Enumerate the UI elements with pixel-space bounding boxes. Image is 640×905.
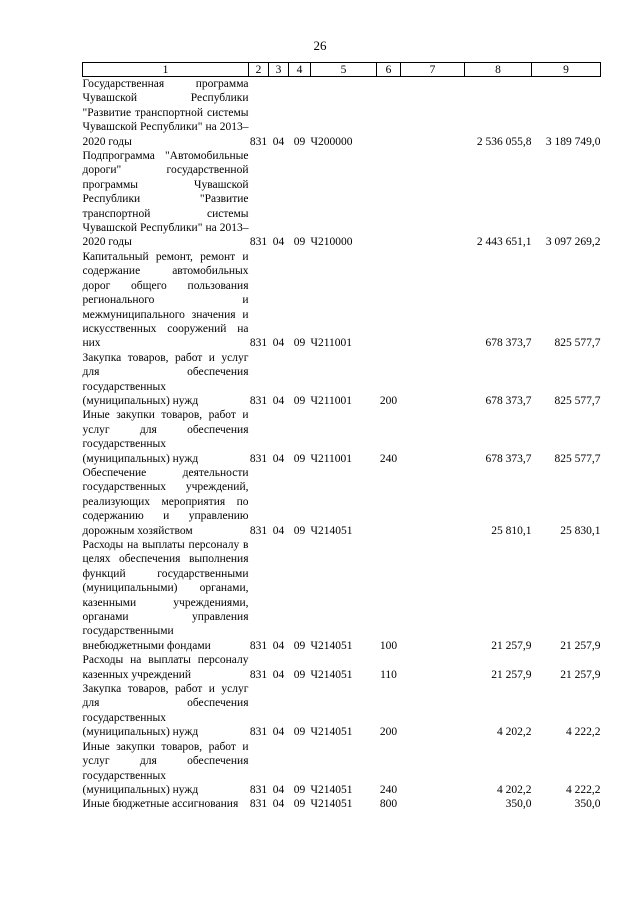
cell-c3: 04 [272,394,285,407]
col-header-8: 8 [465,63,532,77]
cell-c2: 831 [249,783,268,796]
cell-c8: 2 443 651,1 [476,236,532,249]
cell-c2: 831 [249,135,268,148]
cell-c2: 831 [249,452,268,465]
cell-c9: 825 577,7 [554,394,601,407]
row-name: Закупка товаров, работ и услуг для обеспечения государственных (муниципальных) нужд [82,683,249,739]
cell-c9: 21 257,9 [560,668,601,681]
cell-c7 [401,538,465,653]
cell-c8: 4 202,2 [497,726,532,739]
col-header-1: 1 [83,63,249,77]
cell-c4: 09 [293,524,306,537]
table-row [83,149,601,250]
row-name: Иные закупки товаров, работ и услуг для обеспечения государственных (муниципальных) нужд [82,409,249,465]
table-row [83,466,601,538]
cell-c4: 09 [293,135,306,148]
cell-c6: 110 [380,668,397,681]
cell-c6: 800 [379,798,398,811]
budget-table [82,62,601,812]
cell-c5: Ч200000 [310,135,353,148]
cell-c4: 09 [293,783,306,796]
table-row [83,250,601,351]
col-header-7: 7 [401,63,465,77]
cell-c5: Ч214051 [310,726,353,739]
table-row [83,740,601,798]
row-name: Капитальный ремонт, ремонт и содержание автомобильных дорог общего пользования регионального и межмуниципального значения и искусственных сооружений на них [82,250,249,350]
cell-c4: 09 [293,337,306,350]
cell-c9: 25 830,1 [560,524,601,537]
table-row [83,797,601,811]
cell-c4: 09 [293,726,306,739]
cell-c6 [377,466,401,538]
cell-c6 [377,149,401,250]
cell-c2: 831 [249,639,268,652]
row-name: Обеспечение деятельности государственных учреждений, реализующих мероприятия по содержанию и управлению дорожным хозяйством [82,466,249,537]
cell-c8: 4 202,2 [497,783,532,796]
cell-c5: Ч211001 [310,337,353,350]
cell-c9: 4 222,2 [566,783,601,796]
cell-c4: 09 [293,798,306,811]
cell-c2: 831 [249,337,268,350]
row-name: Иные закупки товаров, работ и услуг для обеспечения государственных (муниципальных) нужд [82,740,249,796]
cell-c5: Ч210000 [310,236,353,249]
cell-c2: 831 [249,524,268,537]
cell-c6: 240 [379,783,398,796]
cell-c2: 831 [249,798,268,811]
table-row [83,351,601,409]
cell-c6 [377,77,401,150]
col-header-4: 4 [289,63,311,77]
cell-c3: 04 [272,236,285,249]
col-header-3: 3 [269,63,289,77]
cell-c9: 825 577,7 [554,452,601,465]
cell-c6: 240 [379,452,398,465]
cell-c5: Ч211001 [310,394,353,407]
cell-c7 [401,149,465,250]
cell-c5: Ч214051 [310,668,353,681]
cell-c7 [401,682,465,740]
cell-c3: 04 [272,639,285,652]
col-header-6: 6 [377,63,401,77]
cell-c9: 3 189 749,0 [545,135,601,148]
cell-c3: 04 [272,524,285,537]
cell-c4: 09 [293,639,306,652]
cell-c8: 21 257,9 [491,639,532,652]
cell-c6: 200 [379,726,398,739]
cell-c5: Ч214051 [310,524,353,537]
row-name: Государственная программа Чувашской Республики "Развитие транспортной системы Чувашской Республики" на 2013–2020 годы [82,78,249,148]
cell-c3: 04 [272,798,285,811]
cell-c8: 21 257,9 [491,668,532,681]
col-header-2: 2 [249,63,269,77]
cell-c2: 831 [249,236,268,249]
column-header-row [83,63,601,77]
cell-c4: 09 [293,452,306,465]
cell-c8: 25 810,1 [491,524,532,537]
table-row [83,408,601,466]
row-name: Иные бюджетные ассигнования [82,798,239,811]
cell-c3: 04 [272,135,285,148]
cell-c9: 825 577,7 [554,337,601,350]
row-name: Подпрограмма "Автомобильные дороги" государственной программы Чувашской Республики "Развитие транспортной системы Чувашской Республики" на 2013–2020 годы [82,150,249,249]
cell-c8: 678 373,7 [485,394,532,407]
cell-c7 [401,466,465,538]
cell-c7 [401,797,465,811]
cell-c6: 100 [379,639,398,652]
cell-c8: 350,0 [505,798,532,811]
cell-c9: 21 257,9 [560,639,601,652]
table-row [83,682,601,740]
col-header-9: 9 [532,63,601,77]
col-header-5: 5 [311,63,377,77]
cell-c2: 831 [249,394,268,407]
cell-c8: 678 373,7 [485,452,532,465]
cell-c7 [401,740,465,798]
cell-c7 [401,351,465,409]
cell-c5: Ч214051 [310,639,353,652]
cell-c7 [401,250,465,351]
row-name: Расходы на выплаты персоналу в целях обеспечения выполнения функций государственными (муниципальными) органами, казенными учреждениями, органами управления государственными внебюджетными фондами [82,539,249,652]
cell-c3: 04 [272,337,285,350]
table-row [83,77,601,150]
cell-c4: 09 [293,668,306,681]
cell-c4: 09 [293,394,306,407]
cell-c6: 200 [379,394,398,407]
cell-c9: 3 097 269,2 [545,236,601,249]
cell-c3: 04 [272,668,285,681]
cell-c7 [401,653,465,682]
cell-c2: 831 [249,726,268,739]
table-row [83,538,601,653]
cell-c8: 678 373,7 [485,337,532,350]
cell-c5: Ч214051 [310,798,353,811]
cell-c9: 350,0 [574,798,601,811]
cell-c5: Ч214051 [310,783,353,796]
row-name: Закупка товаров, работ и услуг для обеспечения государственных (муниципальных) нужд [82,351,249,407]
cell-c3: 04 [272,783,285,796]
page-number: 26 [313,38,327,53]
cell-c7 [401,408,465,466]
table-row [83,653,601,682]
cell-c7 [401,77,465,150]
cell-c5: Ч211001 [310,452,353,465]
cell-c2: 831 [249,668,268,681]
cell-c3: 04 [272,726,285,739]
cell-c9: 4 222,2 [566,726,601,739]
cell-c6 [377,250,401,351]
cell-c3: 04 [272,452,285,465]
cell-c4: 09 [293,236,306,249]
row-name: Расходы на выплаты персоналу казенных учреждений [82,654,249,681]
cell-c8: 2 536 055,8 [476,135,532,148]
